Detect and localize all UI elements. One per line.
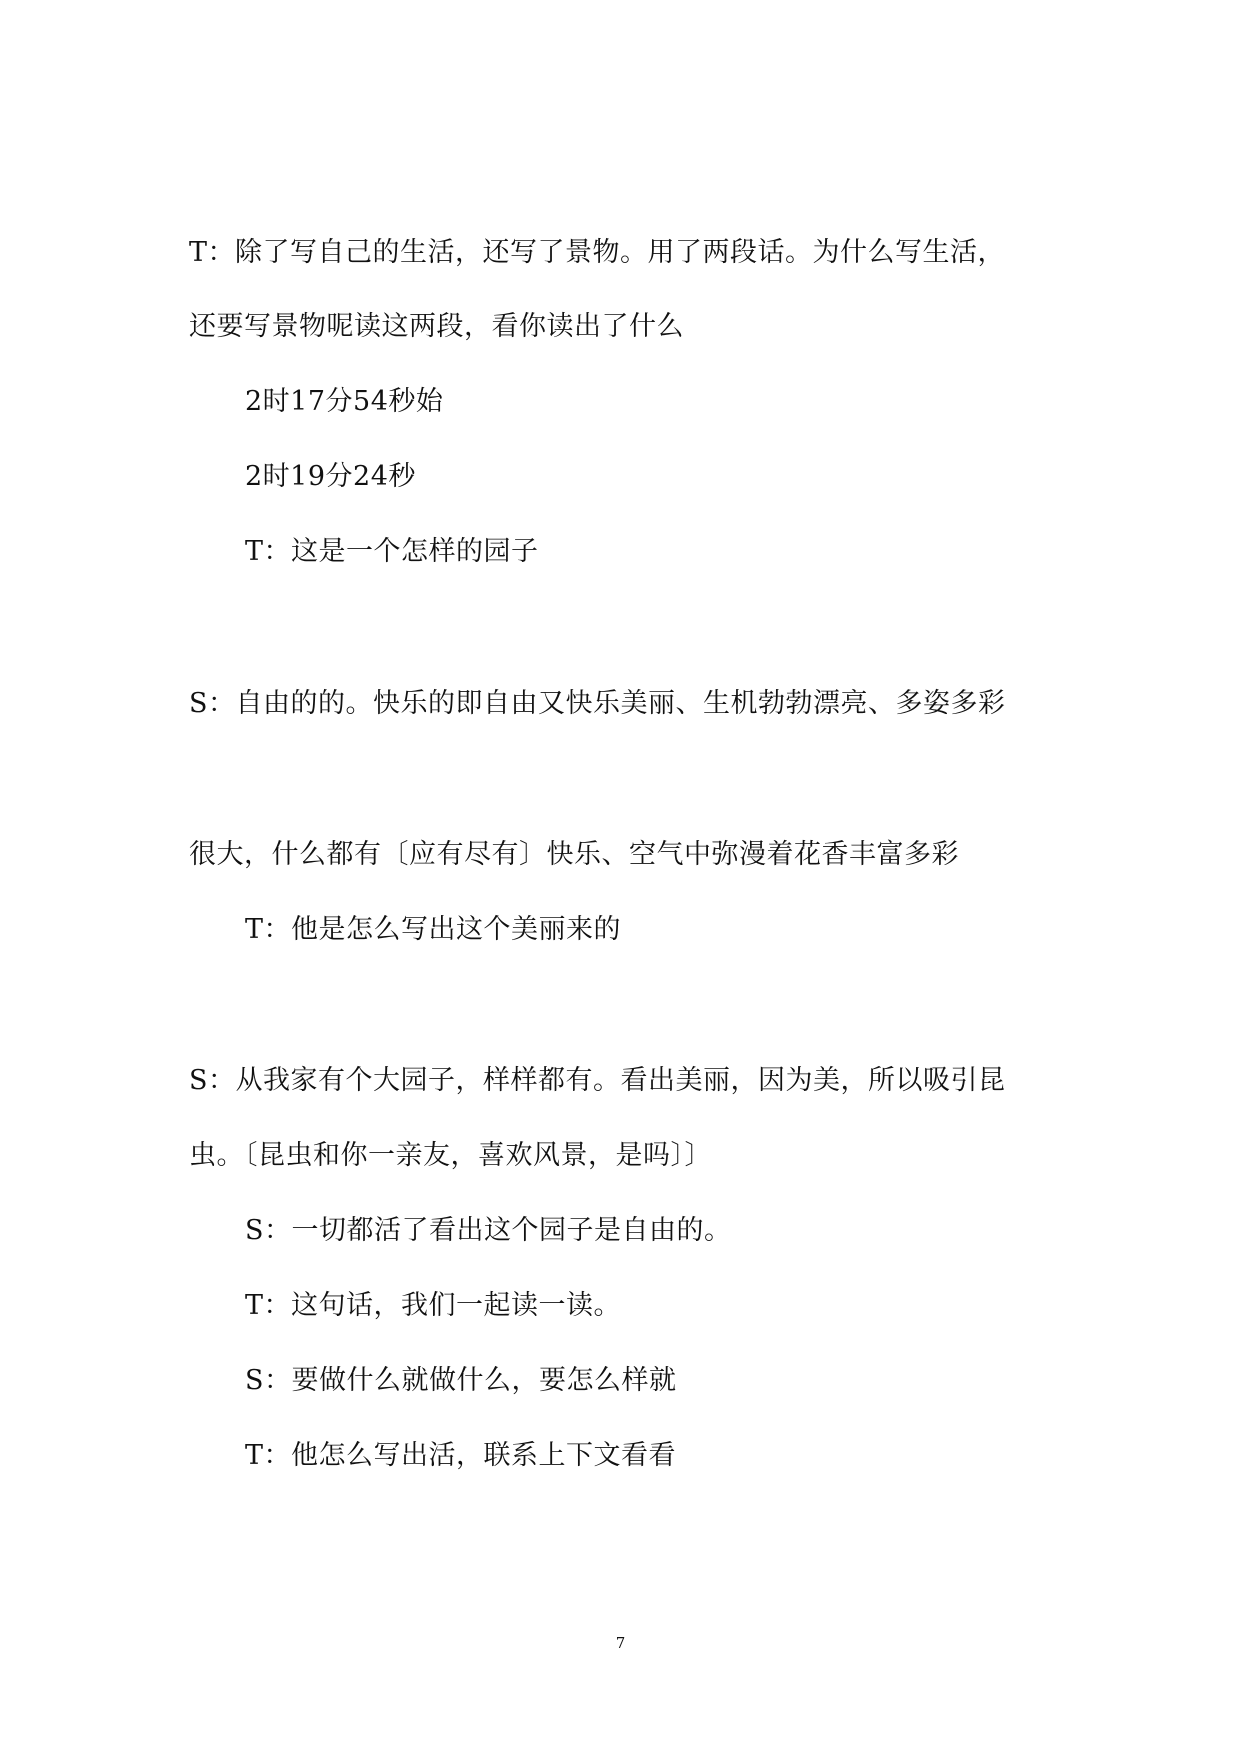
text-line: T：除了写自己的生活，还写了景物。用了两段话。为什么写生活， [189, 237, 1006, 268]
text-line: 还要写景物呢读这两段，看你读出了什么 [189, 311, 684, 342]
teacher-line: T：这句话，我们一起读一读。 [245, 1290, 622, 1321]
timestamp-line: 2时19分24秒 [245, 461, 416, 492]
text-line: 很大，什么都有〔应有尽有〕快乐、空气中弥漫着花香丰富多彩 [189, 839, 959, 870]
teacher-line: T：这是一个怎样的园子 [245, 536, 539, 567]
text-line: 虫。〔昆虫和你一亲友，喜欢风景，是吗〕〕 [189, 1140, 712, 1171]
student-line: S：自由的的。快乐的即自由又快乐美丽、生机勃勃漂亮、多姿多彩 [189, 688, 1006, 719]
student-line: S：要做什么就做什么，要怎么样就 [245, 1365, 677, 1396]
teacher-line: T：他怎么写出活，联系上下文看看 [245, 1440, 677, 1471]
student-line: S：一切都活了看出这个园子是自由的。 [245, 1215, 732, 1246]
timestamp-line: 2时17分54秒始 [245, 386, 444, 417]
teacher-line: T：他是怎么写出这个美丽来的 [245, 914, 622, 945]
page-number: 7 [615, 1634, 626, 1652]
student-line: S：从我家有个大园子，样样都有。看出美丽，因为美，所以吸引昆 [189, 1065, 1006, 1096]
